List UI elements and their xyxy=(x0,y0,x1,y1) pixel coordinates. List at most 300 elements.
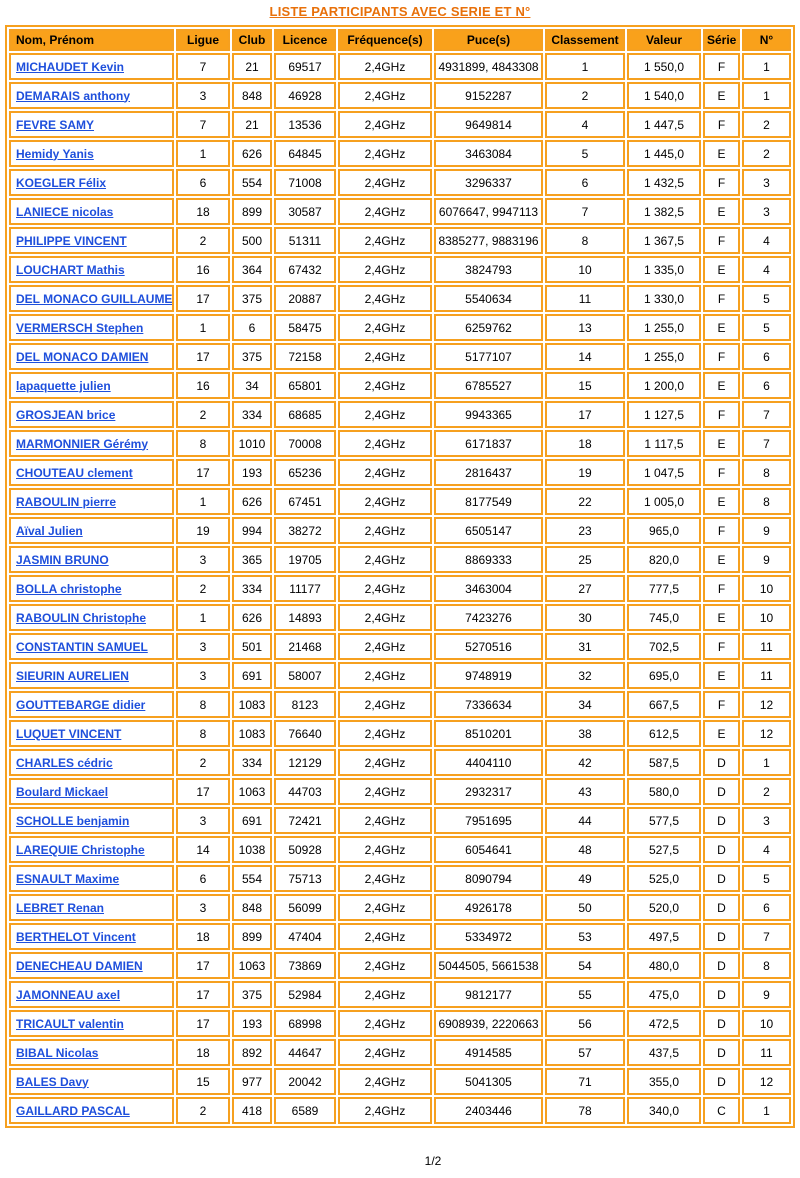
club-cell: 1063 xyxy=(232,778,272,805)
classement-cell: 57 xyxy=(545,1039,625,1066)
participant-name-link[interactable]: BOLLA christophe xyxy=(16,581,122,596)
numero-cell: 4 xyxy=(742,256,791,283)
participant-name-cell xyxy=(9,575,174,602)
participant-name-cell xyxy=(9,53,174,80)
participant-name-cell xyxy=(9,1039,174,1066)
participant-name-link[interactable]: RABOULIN pierre xyxy=(16,494,117,509)
ligue-cell: 2 xyxy=(176,575,230,602)
serie-cell: E xyxy=(703,430,740,457)
ligue-cell: 7 xyxy=(176,111,230,138)
valeur-cell: 1 255,0 xyxy=(627,343,701,370)
licence-cell: 6589 xyxy=(274,1097,336,1124)
numero-cell: 9 xyxy=(742,546,791,573)
participant-name-cell xyxy=(9,633,174,660)
ligue-cell: 17 xyxy=(176,1010,230,1037)
ligue-cell: 17 xyxy=(176,952,230,979)
valeur-cell: 480,0 xyxy=(627,952,701,979)
valeur-cell: 1 445,0 xyxy=(627,140,701,167)
participant-name-link[interactable]: MICHAUDET Kevin xyxy=(16,59,125,74)
participant-name-link[interactable]: lapaquette julien xyxy=(16,378,111,393)
valeur-cell: 1 330,0 xyxy=(627,285,701,312)
numero-cell: 1 xyxy=(742,749,791,776)
participant-name-cell xyxy=(9,691,174,718)
numero-cell: 6 xyxy=(742,372,791,399)
classement-cell: 42 xyxy=(545,749,625,776)
serie-cell: F xyxy=(703,285,740,312)
participant-name-link[interactable]: TRICAULT valentin xyxy=(16,1016,124,1031)
club-cell: 1038 xyxy=(232,836,272,863)
table-row xyxy=(9,227,791,254)
valeur-cell: 1 335,0 xyxy=(627,256,701,283)
ligue-cell: 3 xyxy=(176,633,230,660)
serie-cell: F xyxy=(703,343,740,370)
numero-cell: 2 xyxy=(742,140,791,167)
participant-name-link[interactable]: CHOUTEAU clement xyxy=(16,465,133,480)
ligue-cell: 6 xyxy=(176,169,230,196)
numero-cell: 5 xyxy=(742,285,791,312)
numero-cell: 10 xyxy=(742,575,791,602)
licence-cell: 46928 xyxy=(274,82,336,109)
licence-cell: 20042 xyxy=(274,1068,336,1095)
licence-cell: 8123 xyxy=(274,691,336,718)
licence-cell: 13536 xyxy=(274,111,336,138)
ligue-cell: 3 xyxy=(176,546,230,573)
club-cell: 500 xyxy=(232,227,272,254)
participant-name-link[interactable]: KOEGLER Félix xyxy=(16,175,107,190)
participant-name-cell xyxy=(9,778,174,805)
participant-name-cell xyxy=(9,546,174,573)
puce-cell: 8385277, 9883196 xyxy=(434,227,543,254)
valeur-cell: 437,5 xyxy=(627,1039,701,1066)
ligue-cell: 1 xyxy=(176,488,230,515)
puce-cell: 8177549 xyxy=(434,488,543,515)
serie-cell: E xyxy=(703,662,740,689)
participant-name-link[interactable]: FEVRE SAMY xyxy=(16,117,95,132)
puce-cell: 9812177 xyxy=(434,981,543,1008)
club-cell: 375 xyxy=(232,981,272,1008)
valeur-cell: 1 047,5 xyxy=(627,459,701,486)
table-row xyxy=(9,1010,791,1037)
classement-cell: 50 xyxy=(545,894,625,921)
club-cell: 334 xyxy=(232,401,272,428)
serie-cell: D xyxy=(703,1010,740,1037)
participant-name-link[interactable]: SIEURIN AURELIEN xyxy=(16,668,129,683)
classement-cell: 44 xyxy=(545,807,625,834)
numero-cell: 1 xyxy=(742,1097,791,1124)
classement-cell: 19 xyxy=(545,459,625,486)
participant-name-link[interactable]: SCHOLLE benjamin xyxy=(16,813,130,828)
ligue-cell: 8 xyxy=(176,430,230,457)
participant-name-cell xyxy=(9,285,174,312)
valeur-cell: 695,0 xyxy=(627,662,701,689)
licence-cell: 70008 xyxy=(274,430,336,457)
puce-cell: 8869333 xyxy=(434,546,543,573)
page-number: 1/2 xyxy=(424,1154,442,1168)
participant-name-link[interactable]: GOUTTEBARGE didier xyxy=(16,697,146,712)
ligue-cell: 2 xyxy=(176,401,230,428)
club-cell: 554 xyxy=(232,865,272,892)
table-row xyxy=(9,401,791,428)
serie-cell: D xyxy=(703,981,740,1008)
puce-cell: 6908939, 2220663 xyxy=(434,1010,543,1037)
club-cell: 892 xyxy=(232,1039,272,1066)
participant-name-cell xyxy=(9,807,174,834)
frequence-cell: 2,4GHz xyxy=(338,981,432,1008)
participant-name-cell xyxy=(9,82,174,109)
numero-cell: 6 xyxy=(742,343,791,370)
licence-cell: 72421 xyxy=(274,807,336,834)
valeur-cell: 577,5 xyxy=(627,807,701,834)
ligue-cell: 2 xyxy=(176,227,230,254)
ligue-cell: 8 xyxy=(176,691,230,718)
licence-cell: 47404 xyxy=(274,923,336,950)
participant-name-cell xyxy=(9,517,174,544)
ligue-cell: 16 xyxy=(176,372,230,399)
ligue-cell: 17 xyxy=(176,459,230,486)
ligue-cell: 16 xyxy=(176,256,230,283)
participant-name-link[interactable]: GAILLARD PASCAL xyxy=(16,1103,130,1118)
participant-name-cell xyxy=(9,488,174,515)
puce-cell: 2932317 xyxy=(434,778,543,805)
licence-cell: 71008 xyxy=(274,169,336,196)
licence-cell: 64845 xyxy=(274,140,336,167)
club-cell: 1063 xyxy=(232,952,272,979)
licence-cell: 14893 xyxy=(274,604,336,631)
column-header-serie: Série xyxy=(703,29,740,51)
club-cell: 626 xyxy=(232,488,272,515)
participant-name-link[interactable]: DEL MONACO GUILLAUME xyxy=(16,291,173,306)
participant-name-link[interactable]: LEBRET Renan xyxy=(16,900,105,915)
table-row xyxy=(9,778,791,805)
valeur-cell: 1 255,0 xyxy=(627,314,701,341)
puce-cell: 5540634 xyxy=(434,285,543,312)
frequence-cell: 2,4GHz xyxy=(338,1068,432,1095)
serie-cell: D xyxy=(703,749,740,776)
licence-cell: 44647 xyxy=(274,1039,336,1066)
column-header-ligue: Ligue xyxy=(176,29,230,51)
puce-cell: 5041305 xyxy=(434,1068,543,1095)
valeur-cell: 520,0 xyxy=(627,894,701,921)
numero-cell: 10 xyxy=(742,604,791,631)
table-row xyxy=(9,662,791,689)
licence-cell: 50928 xyxy=(274,836,336,863)
participant-name-cell xyxy=(9,198,174,225)
puce-cell: 9943365 xyxy=(434,401,543,428)
frequence-cell: 2,4GHz xyxy=(338,894,432,921)
club-cell: 364 xyxy=(232,256,272,283)
ligue-cell: 19 xyxy=(176,517,230,544)
numero-cell: 12 xyxy=(742,1068,791,1095)
participant-name-link[interactable]: Boulard Mickael xyxy=(16,784,109,799)
participant-name-link[interactable]: DEL MONACO DAMIEN xyxy=(16,349,149,364)
ligue-cell: 3 xyxy=(176,662,230,689)
club-cell: 1083 xyxy=(232,720,272,747)
participant-name-link[interactable]: LUQUET VINCENT xyxy=(16,726,122,741)
frequence-cell: 2,4GHz xyxy=(338,314,432,341)
puce-cell: 6171837 xyxy=(434,430,543,457)
column-header-classement: Classement xyxy=(545,29,625,51)
table-row xyxy=(9,633,791,660)
numero-cell: 3 xyxy=(742,198,791,225)
table-row xyxy=(9,981,791,1008)
participant-name-cell xyxy=(9,314,174,341)
serie-cell: F xyxy=(703,53,740,80)
frequence-cell: 2,4GHz xyxy=(338,1010,432,1037)
frequence-cell: 2,4GHz xyxy=(338,778,432,805)
club-cell: 626 xyxy=(232,604,272,631)
puce-cell: 2816437 xyxy=(434,459,543,486)
frequence-cell: 2,4GHz xyxy=(338,575,432,602)
participant-name-cell xyxy=(9,372,174,399)
table-row xyxy=(9,546,791,573)
club-cell: 21 xyxy=(232,53,272,80)
serie-cell: E xyxy=(703,198,740,225)
classement-cell: 5 xyxy=(545,140,625,167)
frequence-cell: 2,4GHz xyxy=(338,604,432,631)
puce-cell: 4404110 xyxy=(434,749,543,776)
puce-cell: 3824793 xyxy=(434,256,543,283)
serie-cell: D xyxy=(703,923,740,950)
club-cell: 1083 xyxy=(232,691,272,718)
participant-name-link[interactable]: DEMARAIS anthony xyxy=(16,88,130,103)
club-cell: 375 xyxy=(232,285,272,312)
numero-cell: 5 xyxy=(742,314,791,341)
numero-cell: 10 xyxy=(742,1010,791,1037)
table-row xyxy=(9,53,791,80)
valeur-cell: 1 382,5 xyxy=(627,198,701,225)
serie-cell: D xyxy=(703,1068,740,1095)
club-cell: 899 xyxy=(232,923,272,950)
participant-name-cell xyxy=(9,662,174,689)
table-row xyxy=(9,314,791,341)
frequence-cell: 2,4GHz xyxy=(338,517,432,544)
numero-cell: 11 xyxy=(742,633,791,660)
participant-name-link[interactable]: PHILIPPE VINCENT xyxy=(16,233,127,248)
licence-cell: 69517 xyxy=(274,53,336,80)
frequence-cell: 2,4GHz xyxy=(338,865,432,892)
classement-cell: 8 xyxy=(545,227,625,254)
ligue-cell: 17 xyxy=(176,285,230,312)
licence-cell: 56099 xyxy=(274,894,336,921)
participant-name-cell xyxy=(9,111,174,138)
classement-cell: 31 xyxy=(545,633,625,660)
ligue-cell: 1 xyxy=(176,314,230,341)
numero-cell: 7 xyxy=(742,923,791,950)
numero-cell: 4 xyxy=(742,227,791,254)
puce-cell: 7423276 xyxy=(434,604,543,631)
licence-cell: 68998 xyxy=(274,1010,336,1037)
serie-cell: E xyxy=(703,720,740,747)
classement-cell: 56 xyxy=(545,1010,625,1037)
puce-cell: 6259762 xyxy=(434,314,543,341)
frequence-cell: 2,4GHz xyxy=(338,488,432,515)
frequence-cell: 2,4GHz xyxy=(338,807,432,834)
participant-name-link[interactable]: DENECHEAU DAMIEN xyxy=(16,958,143,973)
serie-cell: F xyxy=(703,517,740,544)
table-row xyxy=(9,923,791,950)
participant-name-link[interactable]: LOUCHART Mathis xyxy=(16,262,125,277)
puce-cell: 3463084 xyxy=(434,140,543,167)
licence-cell: 58007 xyxy=(274,662,336,689)
classement-cell: 30 xyxy=(545,604,625,631)
club-cell: 994 xyxy=(232,517,272,544)
frequence-cell: 2,4GHz xyxy=(338,952,432,979)
licence-cell: 52984 xyxy=(274,981,336,1008)
table-row xyxy=(9,749,791,776)
valeur-cell: 1 005,0 xyxy=(627,488,701,515)
valeur-cell: 580,0 xyxy=(627,778,701,805)
ligue-cell: 18 xyxy=(176,923,230,950)
participant-name-cell xyxy=(9,720,174,747)
table-row xyxy=(9,343,791,370)
frequence-cell: 2,4GHz xyxy=(338,923,432,950)
frequence-cell: 2,4GHz xyxy=(338,256,432,283)
participant-name-cell xyxy=(9,401,174,428)
classement-cell: 10 xyxy=(545,256,625,283)
numero-cell: 2 xyxy=(742,111,791,138)
participant-name-link[interactable]: CONSTANTIN SAMUEL xyxy=(16,639,148,654)
licence-cell: 67451 xyxy=(274,488,336,515)
licence-cell: 19705 xyxy=(274,546,336,573)
valeur-cell: 1 540,0 xyxy=(627,82,701,109)
licence-cell: 30587 xyxy=(274,198,336,225)
serie-cell: F xyxy=(703,459,740,486)
participant-name-link[interactable]: BALES Davy xyxy=(16,1074,89,1089)
puce-cell: 4926178 xyxy=(434,894,543,921)
numero-cell: 7 xyxy=(742,430,791,457)
participant-name-link[interactable]: Aïval Julien xyxy=(16,523,83,538)
table-row xyxy=(9,459,791,486)
frequence-cell: 2,4GHz xyxy=(338,343,432,370)
participant-name-link[interactable]: LANIECE nicolas xyxy=(16,204,114,219)
classement-cell: 13 xyxy=(545,314,625,341)
frequence-cell: 2,4GHz xyxy=(338,662,432,689)
table-row xyxy=(9,140,791,167)
club-cell: 375 xyxy=(232,343,272,370)
participant-name-link[interactable]: BERTHELOT Vincent xyxy=(16,929,136,944)
club-cell: 554 xyxy=(232,169,272,196)
table-row xyxy=(9,807,791,834)
participant-name-cell xyxy=(9,952,174,979)
club-cell: 193 xyxy=(232,459,272,486)
participant-name-link[interactable]: LAREQUIE Christophe xyxy=(16,842,145,857)
serie-cell: E xyxy=(703,82,740,109)
participant-name-link[interactable]: CHARLES cédric xyxy=(16,755,113,770)
ligue-cell: 6 xyxy=(176,865,230,892)
table-header-row xyxy=(9,29,791,51)
serie-cell: E xyxy=(703,140,740,167)
table-row xyxy=(9,836,791,863)
classement-cell: 71 xyxy=(545,1068,625,1095)
numero-cell: 12 xyxy=(742,720,791,747)
valeur-cell: 475,0 xyxy=(627,981,701,1008)
frequence-cell: 2,4GHz xyxy=(338,1039,432,1066)
ligue-cell: 15 xyxy=(176,1068,230,1095)
table-row xyxy=(9,604,791,631)
club-cell: 1010 xyxy=(232,430,272,457)
participant-name-link[interactable]: MARMONNIER Gérémy xyxy=(16,436,149,451)
valeur-cell: 497,5 xyxy=(627,923,701,950)
frequence-cell: 2,4GHz xyxy=(338,720,432,747)
table-row xyxy=(9,894,791,921)
table-row xyxy=(9,575,791,602)
frequence-cell: 2,4GHz xyxy=(338,430,432,457)
puce-cell: 6054641 xyxy=(434,836,543,863)
serie-cell: D xyxy=(703,836,740,863)
participant-name-cell xyxy=(9,227,174,254)
club-cell: 977 xyxy=(232,1068,272,1095)
numero-cell: 4 xyxy=(742,836,791,863)
column-header-club: Club xyxy=(232,29,272,51)
numero-cell: 3 xyxy=(742,169,791,196)
participant-name-link[interactable]: JASMIN BRUNO xyxy=(16,552,109,567)
puce-cell: 3463004 xyxy=(434,575,543,602)
licence-cell: 12129 xyxy=(274,749,336,776)
ligue-cell: 1 xyxy=(176,140,230,167)
participant-name-link[interactable]: BIBAL Nicolas xyxy=(16,1045,99,1060)
licence-cell: 58475 xyxy=(274,314,336,341)
serie-cell: E xyxy=(703,604,740,631)
classement-cell: 54 xyxy=(545,952,625,979)
table-row xyxy=(9,82,791,109)
table-row xyxy=(9,111,791,138)
club-cell: 899 xyxy=(232,198,272,225)
puce-cell: 4931899, 4843308 xyxy=(434,53,543,80)
serie-cell: D xyxy=(703,778,740,805)
column-header-nom-prenom: Nom, Prénom xyxy=(9,29,174,51)
participant-name-link[interactable]: JAMONNEAU axel xyxy=(16,987,121,1002)
valeur-cell: 612,5 xyxy=(627,720,701,747)
puce-cell: 9748919 xyxy=(434,662,543,689)
frequence-cell: 2,4GHz xyxy=(338,546,432,573)
club-cell: 626 xyxy=(232,140,272,167)
classement-cell: 11 xyxy=(545,285,625,312)
valeur-cell: 667,5 xyxy=(627,691,701,718)
numero-cell: 9 xyxy=(742,517,791,544)
frequence-cell: 2,4GHz xyxy=(338,372,432,399)
puce-cell: 6785527 xyxy=(434,372,543,399)
column-header-puce: Puce(s) xyxy=(434,29,543,51)
participant-name-link[interactable]: ESNAULT Maxime xyxy=(16,871,120,886)
puce-cell: 6505147 xyxy=(434,517,543,544)
puce-cell: 8090794 xyxy=(434,865,543,892)
classement-cell: 18 xyxy=(545,430,625,457)
frequence-cell: 2,4GHz xyxy=(338,1097,432,1124)
participant-name-link[interactable]: Hemidy Yanis xyxy=(16,146,94,161)
column-header-numero: N° xyxy=(742,29,791,51)
frequence-cell: 2,4GHz xyxy=(338,111,432,138)
frequence-cell: 2,4GHz xyxy=(338,82,432,109)
ligue-cell: 8 xyxy=(176,720,230,747)
licence-cell: 76640 xyxy=(274,720,336,747)
serie-cell: E xyxy=(703,372,740,399)
licence-cell: 21468 xyxy=(274,633,336,660)
serie-cell: E xyxy=(703,314,740,341)
table-row xyxy=(9,198,791,225)
serie-cell: F xyxy=(703,111,740,138)
frequence-cell: 2,4GHz xyxy=(338,836,432,863)
licence-cell: 51311 xyxy=(274,227,336,254)
puce-cell: 5334972 xyxy=(434,923,543,950)
licence-cell: 75713 xyxy=(274,865,336,892)
table-row xyxy=(9,430,791,457)
participant-name-link[interactable]: VERMERSCH Stephen xyxy=(16,320,144,335)
participant-name-link[interactable]: GROSJEAN brice xyxy=(16,407,116,422)
frequence-cell: 2,4GHz xyxy=(338,285,432,312)
valeur-cell: 1 550,0 xyxy=(627,53,701,80)
participant-name-link[interactable]: RABOULIN Christophe xyxy=(16,610,146,625)
numero-cell: 12 xyxy=(742,691,791,718)
